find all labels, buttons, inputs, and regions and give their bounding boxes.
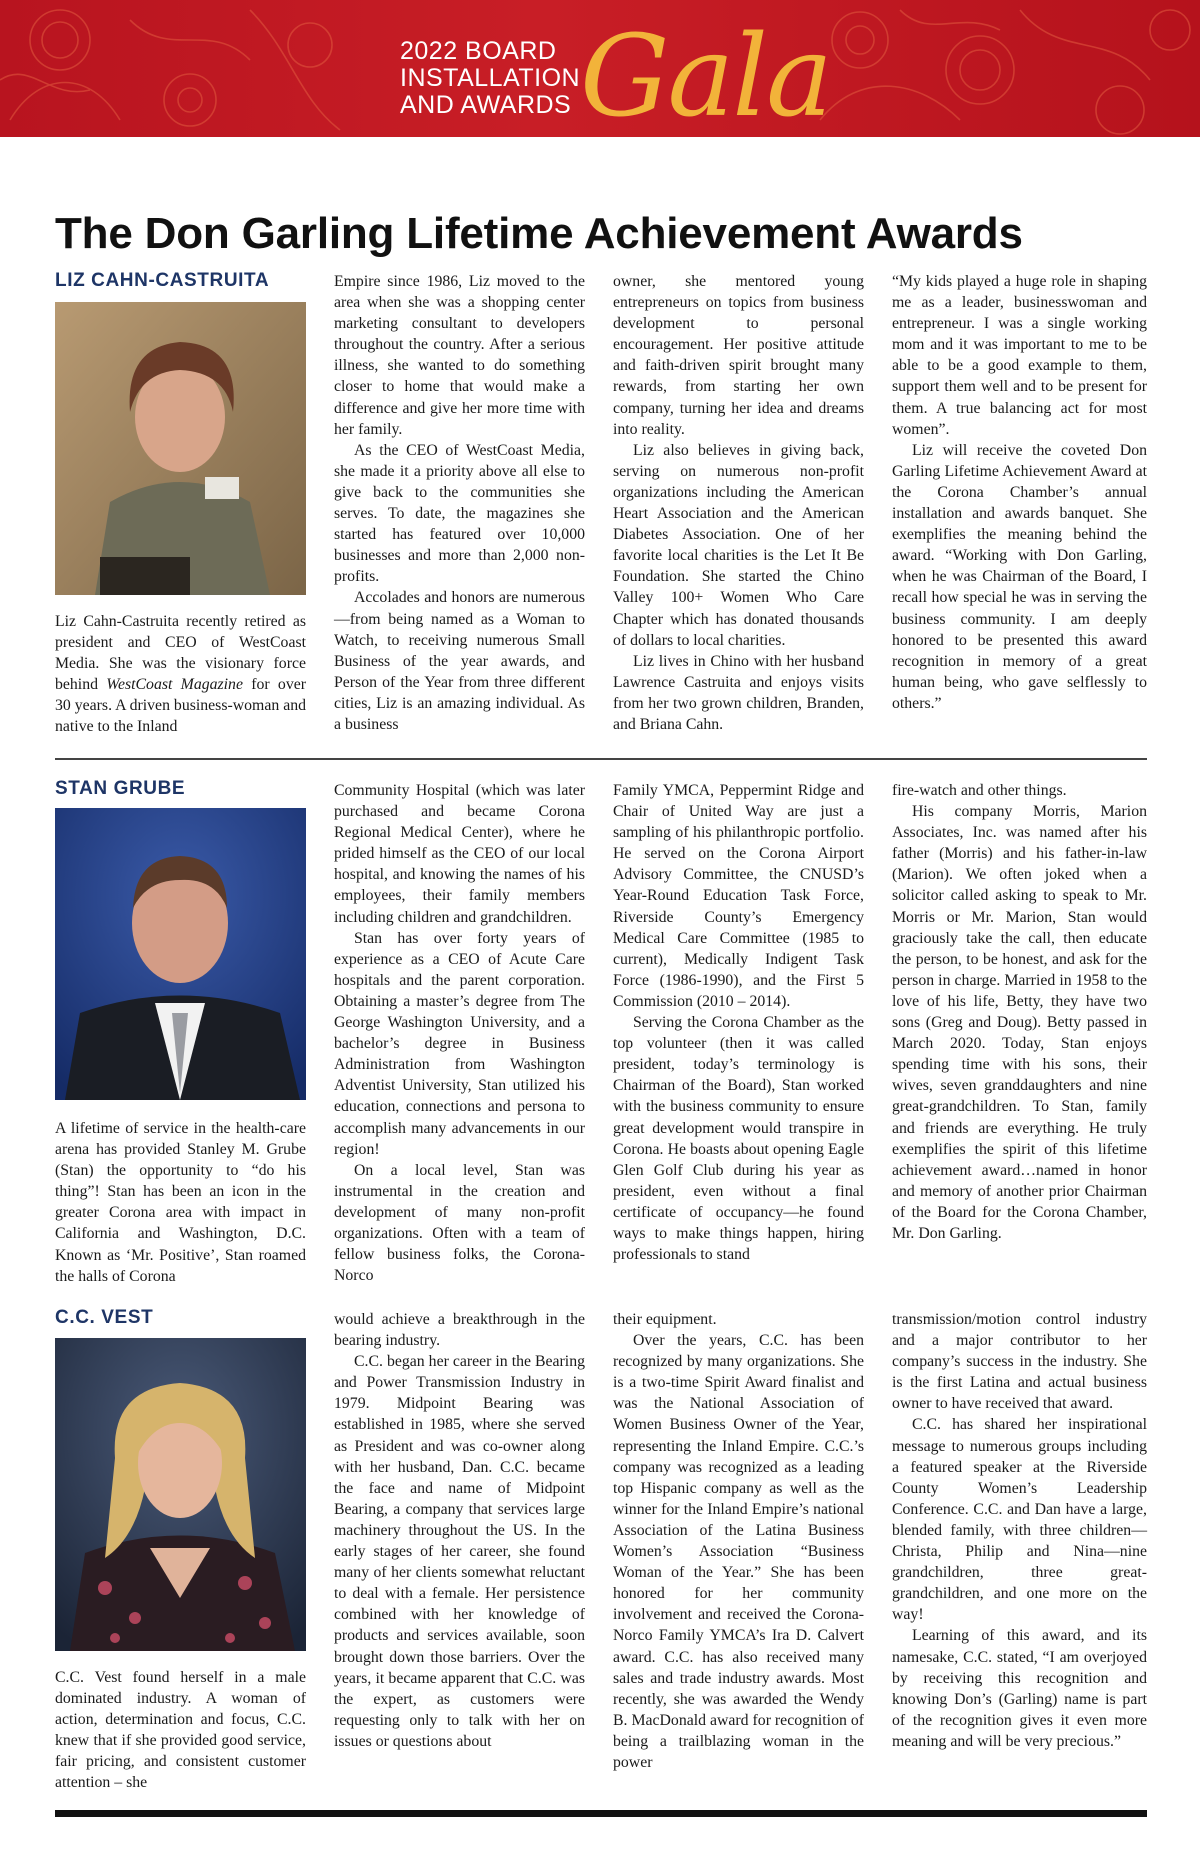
- banner-line-3: AND AWARDS: [400, 91, 572, 119]
- paragraph: Liz also believes in giving back, serving on numerous non-profit organizations including the American Heart Association and the American Diabetes Association. One of her favorite local charities is the Let It Be Foundation. She started the Chino Valley 100+ Women Who Care Chapter which has donated thousands of dollars to local charities.: [613, 441, 864, 649]
- lead-paragraph: [55, 611, 306, 738]
- lead-text: Liz Cahn-Castruita recently retired as president and CEO of WestCoast Media. She was the visionary force behind: [55, 613, 306, 694]
- honoree-name: C.C. VEST: [55, 1307, 154, 1328]
- paragraph: C.C. began her career in the Bearing and Power Transmission Industry in 1979. Midpoint Bearing was established in 1985, where she served as President and was co-owner along with her husband, Dan. C.C. became the face and name of Midpoint Bearing, a company that services large machinery throughout the US. In the early stages of her career, she found many of her clients somewhat reluctant to deal with a female. Her persistence combined with her knowledge of products and services available, soon brought down those barriers. Over the years, it became apparent that C.C. was the expert, as customers were requesting only to talk with her on issues or questions about: [334, 1353, 585, 1750]
- lead-paragraph: C.C. Vest found herself in a male dominated industry. A woman of action, determination and focus, C.C. knew that if she provided good service, fair pricing, and consistent customer attention – she: [55, 1669, 306, 1792]
- paragraph: Learning of this award, and its namesake, C.C. stated, “I am overjoyed by receiving this recognition and knowing Don’s (Garling) name is part of the recognition gives it even more meaning and will be very precious.”: [892, 1627, 1147, 1750]
- magazine-title: WestCoast Magazine: [106, 676, 243, 694]
- column-3: [613, 780, 864, 1265]
- paragraph: C.C. has shared her inspirational message to numerous groups including a featured speaker at the Riverside County Women’s Leadership Conference. C.C. and Dan have a large, blended family, with three children—Christa, Philip and Nina—nine grandchildren, three great-grandchildren, and one more on the way!: [892, 1416, 1147, 1624]
- portrait-photo: [55, 808, 306, 1100]
- paragraph: fire-watch and other things.: [892, 782, 1067, 799]
- section-divider: [55, 758, 1147, 760]
- paragraph: owner, she mentored young entrepreneurs on topics from business development to personal encouragement. Her positive attitude and faith-driven spirit brought many rewards, from starting her own company, turning her idea and dreams into reality.: [613, 273, 864, 438]
- banner-line-1: 2022 BOARD: [400, 37, 557, 65]
- paragraph: Stan has over forty years of experience as a CEO of Acute Care hospitals and the parent corporation. Obtaining a master’s degree from The George Washington University, and a bachelor’s degree in Business Administration from Washington Adventist University, Stan utilized his education, connections and persona to accomplish many advancements in our region!: [334, 929, 585, 1158]
- paragraph: their equipment.: [613, 1311, 717, 1328]
- portrait-photo: [55, 302, 306, 595]
- bottom-rule: [55, 1810, 1147, 1817]
- column-3: [613, 271, 864, 735]
- paragraph: “My kids played a huge role in shaping me as a leader, businesswoman and entrepreneur. I was a single working mom and it was important to me to be able to be a good example to them, support them well and to be present for them. A true balancing act for most women”.: [892, 273, 1147, 438]
- column-1: [55, 1118, 306, 1287]
- paragraph: Serving the Corona Chamber as the top volunteer (then it was called president, today’s terminology is Chairman of the Board), Stan worked with the business community to ensure great development would transpire in Corona. He boasts about opening Eagle Glen Golf Club during his year as president, even without a final certificate of occupancy—he found ways to make things happen, hiring professionals to stand: [613, 1014, 864, 1264]
- column-2: [334, 1309, 585, 1752]
- paragraph: As the CEO of WestCoast Media, she made it a priority above all else to give back to the communities she serves. To date, the magazines she started has featured over 10,000 businesses and more than 2,000 non-profits.: [334, 441, 585, 586]
- column-1: [55, 1667, 306, 1794]
- honoree-name: LIZ CAHN-CASTRUITA: [55, 270, 270, 291]
- page-title: The Don Garling Lifetime Achievement Awards: [55, 209, 1023, 258]
- honoree-name: STAN GRUBE: [55, 778, 186, 799]
- paragraph: Family YMCA, Peppermint Ridge and Chair of United Way are just a sampling of his philanthropic portfolio. He served on the Corona Airport Advisory Committee, the CNUSD’s Year-Round Education Task Force, Riverside County’s Emergency Medical Care Committee (1985 to current), Medically Indigent Task Force (1986-1990), and the First 5 Commission (2010 – 2014).: [613, 782, 864, 1010]
- column-1: [55, 611, 306, 738]
- lead-text-end: for over 30 years. A driven business-woman and native to the Inland: [55, 676, 306, 736]
- column-3: [613, 1309, 864, 1773]
- paragraph: Empire since 1986, Liz moved to the area when she was a shopping center marketing consultant to developers throughout the country. After a serious illness, she wanted to do something closer to home that would make a difference and give her more time with her family.: [334, 273, 585, 438]
- paragraph: would achieve a breakthrough in the bearing industry.: [334, 1311, 585, 1350]
- portrait-photo: [55, 1338, 306, 1651]
- column-4: [892, 780, 1147, 1244]
- paragraph: Accolades and honors are numerous—from being named as a Woman to Watch, to receiving numerous Small Business of the year awards, and Person of the Year from three different cities, Liz is an amazing individual. As a business: [334, 589, 585, 733]
- paragraph: Liz will receive the coveted Don Garling Lifetime Achievement Award at the Corona Chamber’s annual installation and awards banquet. She exemplifies the meaning behind the award. “Working with Don Garling, when he was Chairman of the Board, I recall how special he was in serving the business community. I am deeply honored to be presented this award recognition in memory of a great human being, who gave selflessly to others.”: [892, 441, 1147, 712]
- column-4: [892, 1309, 1147, 1752]
- paragraph: Over the years, C.C. has been recognized by many organizations. She is a two-time Spirit Award finalist and was the National Association of Women Business Owner of the Year, representing the Inland Empire. C.C.’s company was recognized as a leading top Hispanic company as well as the winner for the Inland Empire’s national Association of the Latina Business Women’s Association “Business Woman of the Year.” She has been honored for her community involvement and received the Corona-Norco Family YMCA’s Ira D. Calvert award. C.C. has also received many sales and trade industry awards. Most recently, she was awarded the Wendy B. MacDonald award for recognition of being a trailblazing woman in the power: [613, 1332, 864, 1771]
- paragraph: Liz lives in Chino with her husband Lawrence Castruita and enjoys visits from her two grown children, Branden, and Briana Cahn.: [613, 652, 864, 733]
- banner-line-2: INSTALLATION: [400, 64, 581, 92]
- paragraph: On a local level, Stan was instrumental in the creation and development of many non-profit organizations. Often with a team of fellow business folks, the Corona-Norco: [334, 1161, 585, 1285]
- column-4: [892, 271, 1147, 714]
- gala-script-title: Gala: [580, 12, 831, 142]
- column-2: [334, 271, 585, 735]
- paragraph: Community Hospital (which was later purchased and became Corona Regional Medical Center), where he prided himself as the CEO of our local hospital, and knowing the names of his employees, their family members including children and grandchildren.: [334, 782, 585, 926]
- column-2: [334, 780, 585, 1286]
- paragraph: His company Morris, Marion Associates, Inc. was named after his father (Morris) and his father-in-law (Marion). We often joked when a solicitor called asking to speak to Mr. Morris or Mr. Marion, Stan would graciously take the call, then educate the person, to be honest, and ask for the person in charge. Married in 1958 to the love of his life, Betty, they have two sons (Greg and Doug). Betty passed in March 2020. Today, Stan enjoys spending time with his sons, their wives, seven granddaughters and nine great-grandchildren. To Stan, family and friends are everything. He truly exemplifies the spirit of this lifetime achievement award…named in honor and memory of another prior Chairman of the Board for the Corona Chamber, Mr. Don Garling.: [892, 803, 1147, 1242]
- paragraph: transmission/motion control industry and a major contributor to her company’s success in the industry. She is the first Latina and actual business owner to have received that award.: [892, 1311, 1147, 1413]
- lead-paragraph: A lifetime of service in the health-care arena has provided Stanley M. Grube (Stan) the opportunity to “do his thing”! Stan has been an icon in the greater Corona area with impact in California and Washington, D.C. Known as ‘Mr. Positive’, Stan roamed the halls of Corona: [55, 1120, 306, 1285]
